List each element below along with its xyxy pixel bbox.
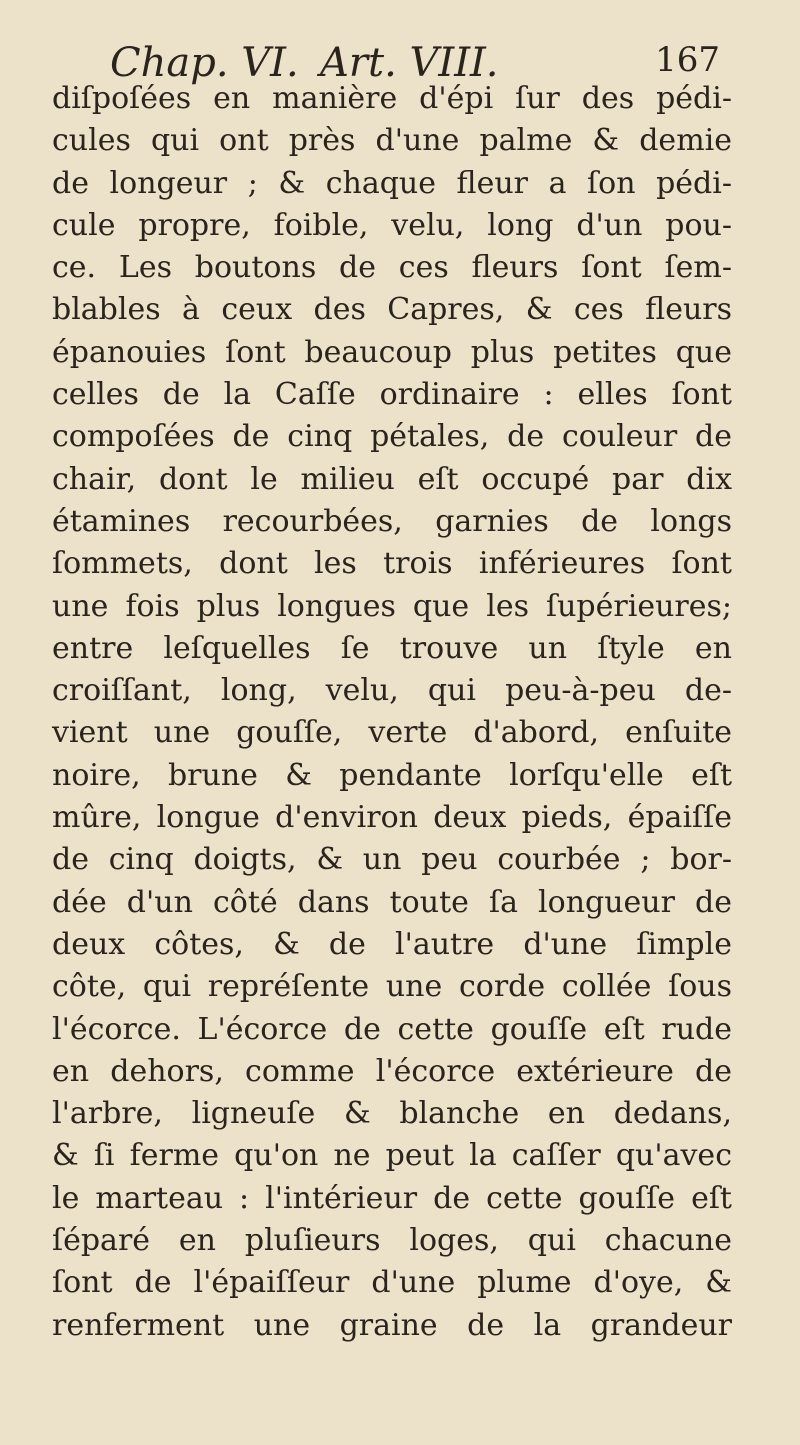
text-line: renferment une graine de la grandeur	[52, 1307, 732, 1343]
text-line: chair, dont le milieu eſt occupé par dix	[52, 461, 732, 497]
text-line: & ſi ferme qu'on ne peut la caſſer qu'avec	[52, 1138, 732, 1174]
text-line: une fois plus longues que les ſupérieures;	[52, 588, 732, 624]
text-line: ce. Les boutons de ces fleurs ſont ſem-	[52, 250, 732, 286]
text-line: étamines recourbées, garnies de longs	[52, 503, 732, 539]
text-line: ſont de l'épaiſſeur d'une plume d'oye, &	[52, 1265, 732, 1301]
text-line: en dehors, comme l'écorce extérieure de	[52, 1053, 732, 1089]
text-line: deux côtes, & de l'autre d'une ſimple	[52, 926, 732, 962]
text-line: l'écorce. L'écorce de cette gouſſe eſt rude	[52, 1011, 732, 1047]
chapter-heading: Chap. VI.	[110, 40, 299, 86]
text-line: côte, qui repréſente une corde collée ſous	[52, 969, 732, 1005]
text-line: le marteau : l'intérieur de cette gouſſe eſt	[52, 1180, 732, 1216]
text-line: dée d'un côté dans toute ſa longueur de	[52, 884, 732, 920]
text-line: noire, brune & pendante lorſqu'elle eſt	[52, 757, 732, 793]
text-line: ſéparé en pluſieurs loges, qui chacune	[52, 1223, 732, 1259]
text-line: mûre, longue d'environ deux pieds, épaiſſe	[52, 800, 732, 836]
text-line: épanouies ſont beaucoup plus petites que	[52, 334, 732, 370]
text-line: l'arbre, ligneuſe & blanche en dedans,	[52, 1096, 732, 1132]
page-number: 167	[655, 40, 720, 80]
article-heading: Art. VIII.	[320, 40, 499, 86]
text-line: diſpoſées en manière d'épi ſur des pédi-	[52, 81, 732, 116]
text-line: cules qui ont près d'une palme & demie	[52, 123, 732, 159]
text-line: blables à ceux des Capres, & ces fleurs	[52, 292, 732, 328]
text-line: compoſées de cinq pétales, de couleur de	[52, 419, 732, 455]
text-line: ſommets, dont les trois inférieures ſont	[52, 546, 732, 582]
text-line: entre leſquelles ſe trouve un ſtyle en	[52, 630, 732, 666]
text-line: de cinq doigts, & un peu courbée ; bor-	[52, 842, 732, 878]
text-line: croiſſant, long, velu, qui peu-à-peu de-	[52, 673, 732, 709]
body-text	[52, 78, 732, 1347]
text-line: cule propre, foible, velu, long d'un pou-	[52, 207, 732, 243]
text-line: vient une gouſſe, verte d'abord, enſuite	[52, 715, 732, 751]
text-line: de longeur ; & chaque fleur a ſon pédi-	[52, 165, 732, 201]
text-line: celles de la Caſſe ordinaire : elles ſont	[52, 377, 732, 413]
